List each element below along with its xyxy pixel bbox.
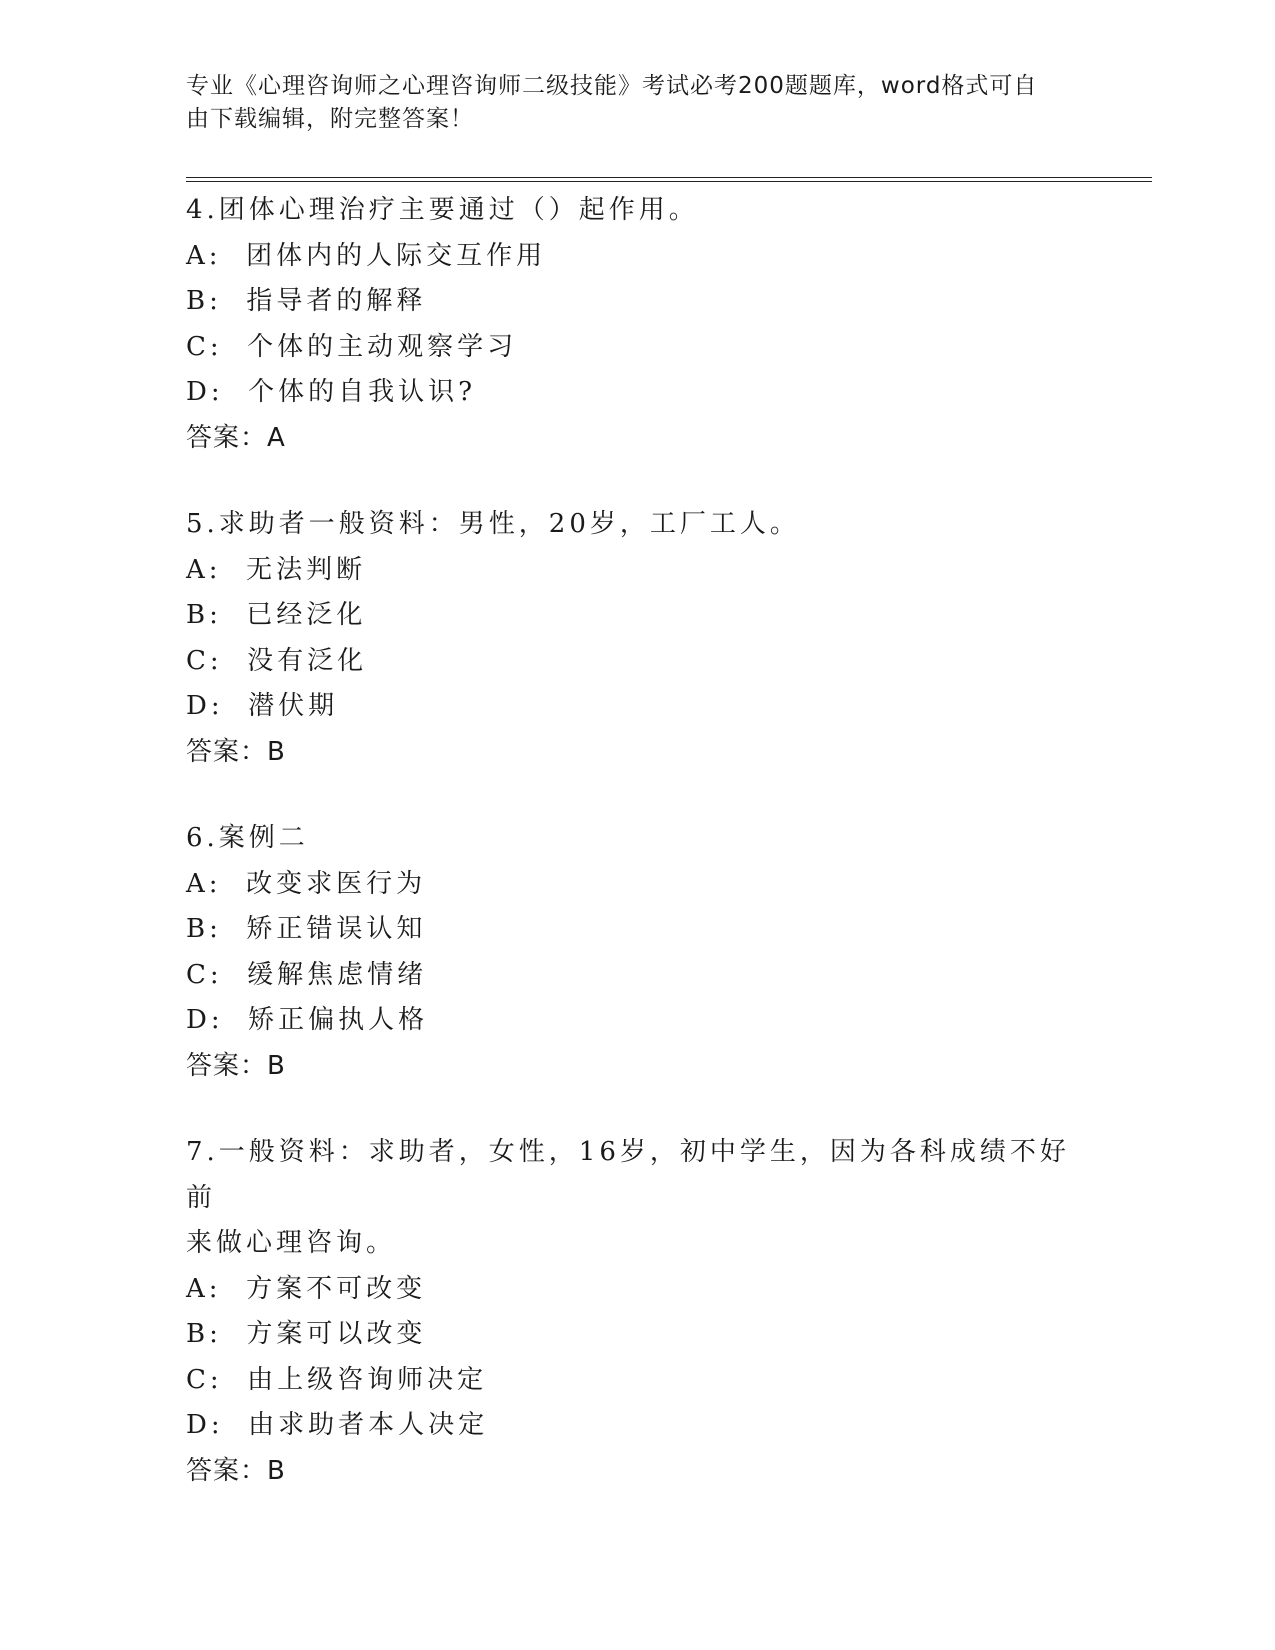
- option-d: D: 由求助者本人决定: [186, 1410, 489, 1440]
- question-stem: 6.案例二: [186, 823, 309, 853]
- option-b: B: 方案可以改变: [186, 1319, 427, 1349]
- option-b: B: 已经泛化: [186, 600, 367, 630]
- header-line-1: 专业《心理咨询师之心理咨询师二级技能》考试必考200题题库，word格式可自: [186, 73, 1038, 99]
- option-a: A: 改变求医行为: [186, 868, 427, 899]
- option-b: B: 矫正错误认知: [186, 914, 427, 944]
- option-a: A: 团体内的人际交互作用: [186, 240, 547, 271]
- question-stem: 4.团体心理治疗主要通过（）起作用。: [186, 195, 699, 225]
- question-stem: 5.求助者一般资料：男性，20岁，工厂工人。: [186, 509, 800, 539]
- option-c: C: 个体的主动观察学习: [186, 331, 518, 362]
- option-a: A: 无法判断: [186, 554, 367, 585]
- answer-label: 答案：B: [186, 1050, 286, 1081]
- document-header: [186, 70, 1066, 136]
- option-d: D: 个体的自我认识?: [186, 377, 477, 407]
- answer-label: 答案：A: [186, 422, 286, 453]
- header-line-2: 由下载编辑，附完整答案！: [186, 106, 474, 132]
- option-c: C: 由上级咨询师决定: [186, 1364, 488, 1395]
- question-7: [186, 1130, 1086, 1494]
- option-a: A: 方案不可改变: [186, 1273, 427, 1304]
- answer-label: 答案：B: [186, 1455, 286, 1486]
- option-d: D: 潜伏期: [186, 691, 339, 721]
- header-divider-top: [186, 177, 1152, 178]
- answer-label: 答案：B: [186, 736, 286, 767]
- question-4: [186, 188, 1086, 461]
- question-stem-line-1: 7.一般资料：求助者，女性，16岁，初中学生，因为各科成绩不好前: [186, 1137, 1070, 1213]
- option-c: C: 缓解焦虑情绪: [186, 959, 428, 990]
- question-stem-line-2: 来做心理咨询。: [186, 1228, 397, 1258]
- option-b: B: 指导者的解释: [186, 286, 427, 316]
- question-5: [186, 502, 1086, 775]
- question-list: [186, 188, 1086, 1535]
- option-d: D: 矫正偏执人格: [186, 1005, 429, 1035]
- question-6: [186, 816, 1086, 1089]
- option-c: C: 没有泛化: [186, 645, 368, 676]
- header-divider-bottom: [186, 181, 1152, 182]
